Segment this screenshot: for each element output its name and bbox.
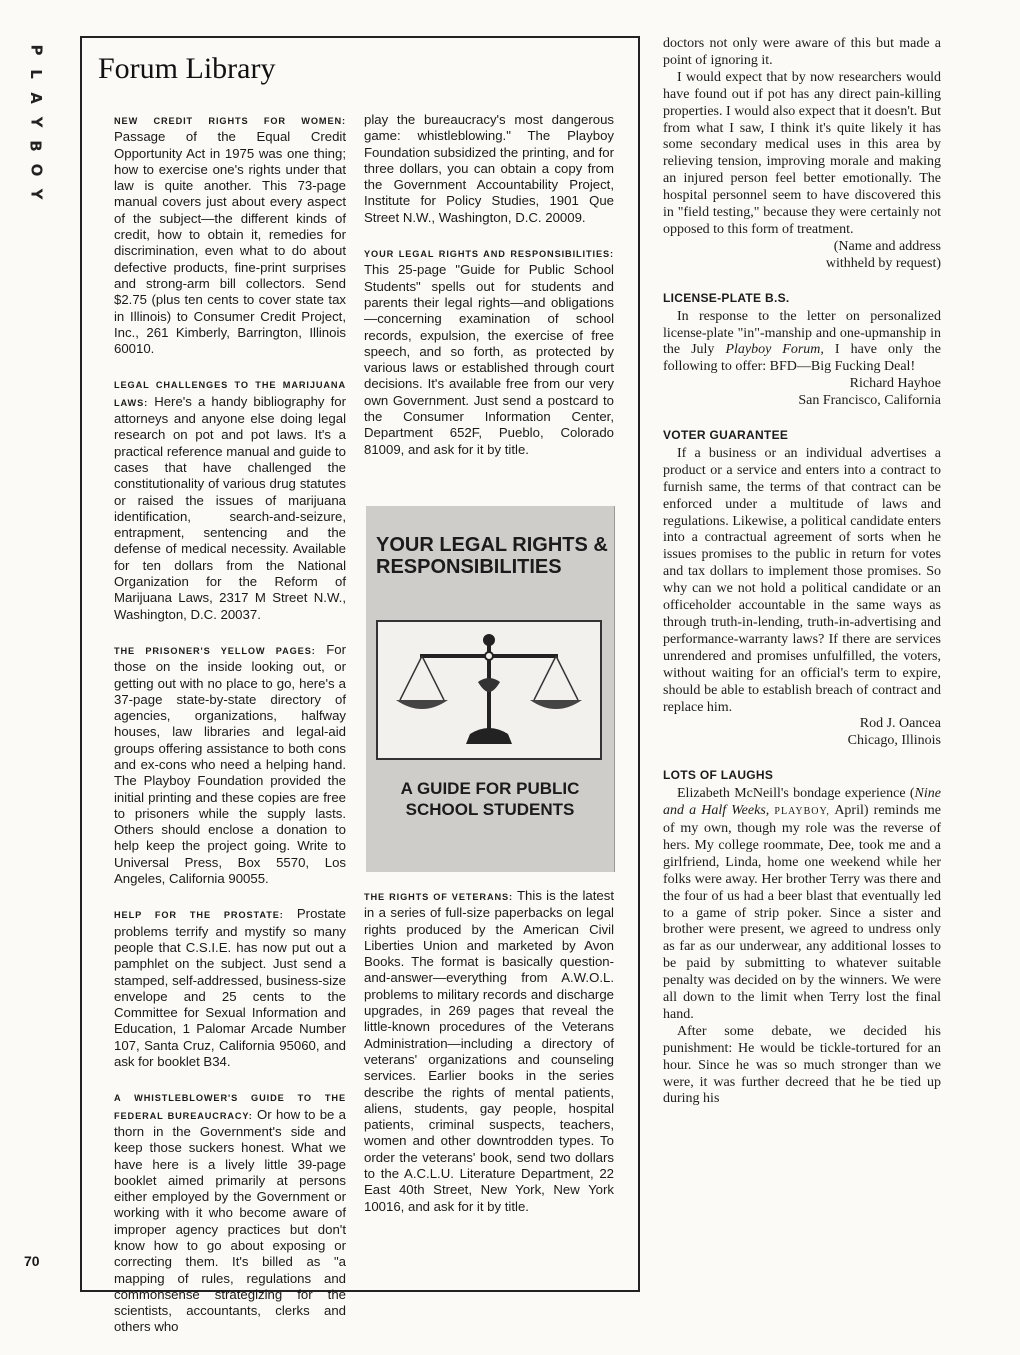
item-lead: HELP FOR THE PROSTATE: (114, 910, 284, 921)
item-body: For those on the inside looking out, or getting out with no place to go, here's a 37-page state-by-state directory of agencies, organizations, halfway houses, law libraries and legal-aid groups offering assistance to both cons and ex-cons who need a helping hand. The Playboy Foundation provided the initial printing and these copies are free to prisoners while the supply lasts. Others should enclose a donation to help keep the project going. Write to Universal Press, Box 5570, Los Angeles, California 90055. (114, 641, 346, 887)
letter-continued: doctors not only were aware of this but made a point of ignoring it. (663, 36, 941, 68)
running-head (26, 38, 46, 206)
forum-library-right-column (364, 112, 614, 477)
letter-paragraph (663, 786, 941, 1024)
magazine-name: PLAYBOY, (774, 806, 830, 818)
item-body: This 25-page "Guide for Public School Students" spells out for students and parents their legal rights—and obligations—concerning examination of school records, expulsion, the exercise of free speech, and so forth, as protected by various laws or established through court decisions. It's available free from our very own Government. Just send a postcard to the Consumer Information Center, Department 652F, Pueblo, Colorado 81009, and ask for it by title. (364, 262, 614, 457)
item-body: Or how to be a thorn in the Government's side and keep those suckers honest. What we have here is a lively little 39-page booklet aimed primarily at persons either employed by the Government or working with it who become aware of improper agency practices but don't know how to go about exposing or correcting them. It's billed as "a mapping of rules, regulations and commonsense strategizing for the scientists, accountants, clerks and others who (114, 1106, 346, 1335)
item-lead: YOUR LEGAL RIGHTS AND RESPONSIBILITIES: (364, 249, 614, 260)
letter-paragraph: If a business or an individual advertises a product or a service and enters into a contract to furnish same, the terms of that contract can be enforced under a multitude of laws and regulations. Likewise, a political candidate enters into a contractual agreement of sorts when he issues promises to the public in return for votes and tax dollars to implement those promises. So why can we not hold a political candidate or an officeholder accountable in the same ways as through truth-in-lending, truth-in-advertising and performance-warranty laws? If there are services unrendered and promises unfulfilled, the voters, without waiting for an official's term to expire, should be able to establish breach of contract and replace him. (663, 445, 941, 715)
letters-column (663, 36, 941, 1108)
forum-library-box (80, 36, 640, 1335)
running-head-letter: B (27, 140, 45, 152)
item-lead: THE RIGHTS OF VETERANS: (364, 892, 513, 902)
library-item (114, 376, 346, 622)
letter-signature (663, 239, 941, 273)
library-item (114, 112, 346, 357)
letter-heading: LICENSE-PLATE B.S. (663, 290, 790, 305)
scales-of-justice-icon (378, 622, 600, 758)
item-lead: THE PRISONER'S YELLOW PAGES: (114, 645, 316, 656)
item-lead: NEW CREDIT RIGHTS FOR WOMEN: (114, 116, 346, 126)
library-item (364, 112, 614, 226)
book-cover-title: YOUR LEGAL RIGHTS & RESPONSIBILITIES (376, 534, 608, 578)
book-cover-subtitle: A GUIDE FOR PUBLIC SCHOOL STUDENTS (400, 779, 580, 819)
signature-place: San Francisco, California (798, 393, 941, 409)
library-item (114, 1089, 346, 1335)
signature-line: (Name and address (833, 238, 941, 254)
library-item (114, 906, 346, 1070)
letter-paragraph: After some debate, we decided his punishment: He would be tickle-tortured for an hour. Since he was so much stronger than we were, it was further decreed that he be tied up during his (663, 1023, 941, 1107)
item-body: Prostate problems terrify and mystify so many people that C.S.I.E. has now put out a pamphlet on the subject. Just send a stamped, self-addressed, business-size envelope and 25 cents to the Committee for Sexual Information and Education, 1 Palomar Arcade Number 107, Santa Cruz, California 95060, and ask for booklet B34. (114, 906, 347, 1070)
signature-line: withheld by request) (825, 255, 941, 271)
book-cover-inset (366, 506, 615, 872)
running-head-letter: L (27, 69, 45, 79)
letter-text: April) reminds me of my own, though my role was the reverse of hers. My college roommate, Dee, took me and a girlfriend, Linda, home one weekend while her folks were away. Her brother Terry was there and the four of us had a beer blast that eventually led to a game of strip poker. Since a sister and brother were present, we agreed to undress only as far as our underwear, any additional losses to be paid by submitting to whatever suitable penalty was decided on by the winners. We were all down to the limit when Terry lost the final hand. (663, 803, 942, 1022)
page-number: 70 (24, 1253, 40, 1269)
item-lead: A WHISTLEBLOWER'S GUIDE TO THE FEDERAL BUREAUCRACY: (114, 1093, 346, 1121)
signature-name: Richard Hayhoe (849, 376, 941, 392)
running-head-letter: Y (27, 116, 45, 128)
forum-library-left-column (114, 112, 346, 1355)
letter-paragraph: I would expect that by now researchers would have found out if pot has any direct pain-killing properties. I would also expect that it doesn't. But from what I saw, I think it's quite likely it has some secondary medical uses in this area by relieving tension, improving morale and making an injured person feel better emotionally. The hospital personnel seem to have discovered this in "field testing," because they were certainly not opposed to this form of treatment. (663, 69, 941, 237)
forum-library-title: Forum Library (98, 52, 276, 85)
item-body: Passage of the Equal Credit Opportunity Act in 1975 was one thing; how to exercise one's rights under that law is quite another. This 73-page manual covers just about every aspect of the subject—the different kinds of credit, how to obtain it, remedies for discrimination, even what to do about defective products, fine-print surprises and strong-arm bill collectors. Send $2.75 (plus ten cents to cover state tax in Illinois) to Consumer Credit Project, Inc., 261 Kimberly, Barrington, Illinois 60010. (114, 129, 346, 357)
letter-text: I have only the following to offer: BFD—Big Fucking Deal! (663, 342, 941, 375)
letter-heading: LOTS OF LAUGHS (663, 768, 774, 783)
letter-signature (663, 376, 941, 410)
item-body: This is the latest in a series of full-size paperbacks on legal rights produced by the American Civil Liberties Union and marketed by Avon Books. The format is basically question-and-answer—everything from A.W.O.L. problems to military records and discharge upgrades, in 269 pages that reveal the little-known procedures of the Veterans Administration—including a directory of veterans' organizations and counseling services. Earlier books in the series describe the rights of mental patients, aliens, students, gay people, hospital patients, criminal suspects, teachers, women and other downtrodden types. To order the veterans' book, send two dollars to the A.C.L.U. Literature Department, 22 East 40th Street, New York, New York 10016, and ask for it by title. (364, 888, 614, 1214)
book-title: Nine and a Half Weeks, (663, 786, 941, 819)
item-lead: LEGAL CHALLENGES TO THE MARIJUANA LAWS: (114, 380, 346, 408)
letter-text: In response to the letter on personalized license-plate "in"-manship and one-upmanship in the July (663, 308, 941, 358)
letter-heading: VOTER GUARANTEE (663, 428, 789, 443)
library-item (364, 245, 614, 458)
item-body: play the bureaucracy's most dangerous game: whistleblowing." The Playboy Foundation subsidized the printing, and for three dollars, you can obtain a copy from the Government Accountability Project, Institute for Policy Studies, 1901 Que Street N.W., Washington, D.C. 20009. (364, 112, 614, 225)
letter-signature (663, 716, 941, 750)
library-item (114, 642, 346, 887)
running-head-letter: P (27, 44, 45, 56)
signature-place: Chicago, Illinois (847, 733, 941, 749)
book-cover-illustration (376, 620, 602, 760)
running-head-letter: O (26, 163, 45, 177)
letter-text: Elizabeth McNeill's bondage experience ( (677, 786, 915, 802)
running-head-letter: Y (27, 188, 45, 200)
running-head-letter: A (26, 92, 45, 104)
library-item (364, 888, 614, 1215)
library-item-veterans (364, 888, 614, 1215)
letter-paragraph (663, 309, 941, 377)
item-body: Here's a handy bibliography for attorneys and anyone else doing legal research on pot and pot laws. It's a practical reference manual and guide to cases that have challenged the constitutionality of various drug statutes or raised the issues of marijuana identification, search-and-seizure, entrapment, sentencing and the defense of medical necessity. Available for ten dollars from the National Organization for the Reform of Marijuana Laws, 2317 M Street N.W., Washington, D.C. 20037. (114, 393, 346, 622)
magazine-title: Playboy Forum, (725, 342, 824, 358)
signature-name: Rod J. Oancea (859, 716, 941, 732)
